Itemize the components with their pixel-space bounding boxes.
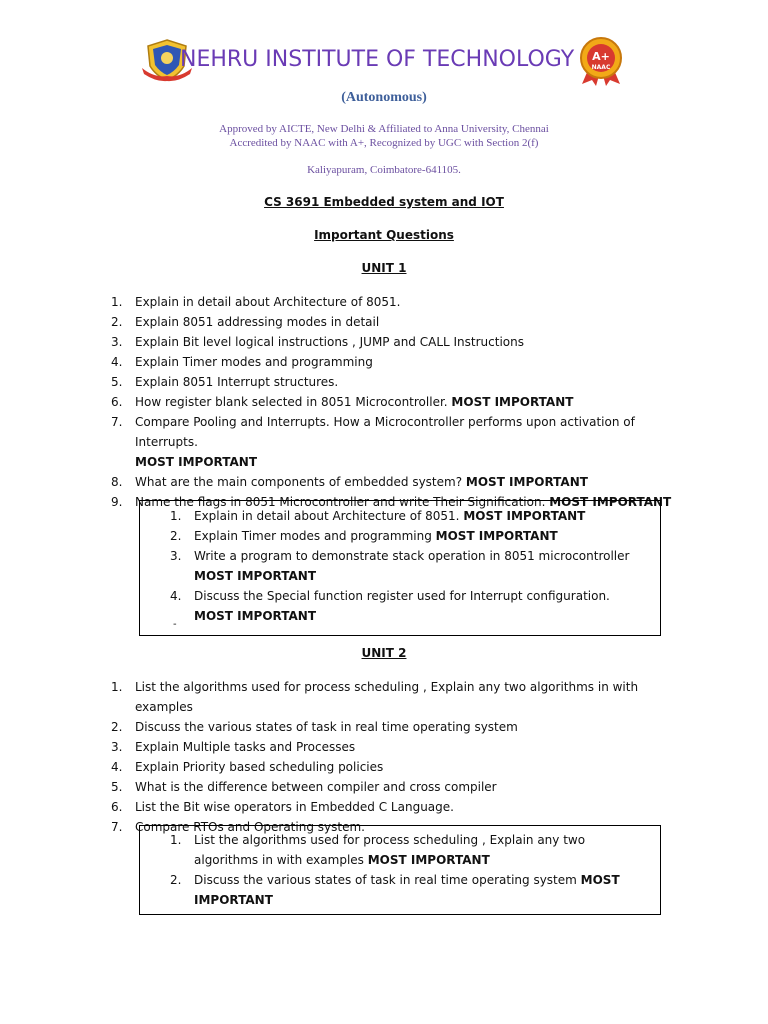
list-item: 5. What is the difference between compiler and cross compiler <box>111 780 497 794</box>
list-item: 1. List the algorithms used for process scheduling , Explain any two algorithms in with examples <box>111 680 639 714</box>
list-item: 3. Explain Multiple tasks and Processes <box>111 740 356 754</box>
unit1-important-list <box>170 506 644 626</box>
most-important-tag: MOST IMPORTANT <box>194 569 317 583</box>
unit2-important-box <box>139 825 661 915</box>
unit2-heading: UNIT 2 <box>361 646 407 660</box>
autonomous-label: (Autonomous) <box>341 90 427 105</box>
list-item: 7. Compare Pooling and Interrupts. How a Microcontroller performs upon activation of Interrupts. MOST IMPORTANT <box>111 415 635 469</box>
list-item: 4. Discuss the Special function register used for Interrupt configuration. MOST IMPORTANT <box>170 589 610 623</box>
most-important-tag: MOST IMPORTANT <box>194 873 620 907</box>
most-important-tag: MOST IMPORTANT <box>451 395 574 409</box>
most-important-tag: MOST IMPORTANT <box>549 495 672 509</box>
list-item: 9. Name the flags in 8051 Microcontroller and write Their Signification. MOST IMPORTANT <box>111 495 672 509</box>
list-item: 2. Explain Timer modes and programming MOST IMPORTANT <box>170 529 558 543</box>
important-questions-title: Important Questions <box>314 228 454 242</box>
institution-name: NEHRU INSTITUTE OF TECHNOLOGY <box>180 47 575 72</box>
institution-address: Kaliyapuram, Coimbatore-641105. <box>307 164 461 176</box>
list-item: 1. List the algorithms used for process scheduling , Explain any two algorithms in with examples MOST IMPORTANT <box>170 833 586 867</box>
list-item: 2. Discuss the various states of task in real time operating system MOST IMPORTANT <box>170 873 620 907</box>
unit2-question-list <box>111 677 686 837</box>
naac-label: NAAC <box>591 64 611 71</box>
unit1-heading: UNIT 1 <box>361 261 407 275</box>
unit2-important-list <box>170 830 644 910</box>
institution-header <box>0 36 768 86</box>
unit1-question-list <box>111 292 686 512</box>
most-important-tag: MOST IMPORTANT <box>463 509 586 523</box>
list-item: 8. What are the main components of embedded system? MOST IMPORTANT <box>111 475 588 489</box>
approval-text <box>0 122 768 150</box>
most-important-tag: MOST IMPORTANT <box>194 609 317 623</box>
unit1-important-box <box>139 500 661 636</box>
list-item: 1. Explain in detail about Architecture of 8051. <box>111 295 401 309</box>
approval-line-1: Approved by AICTE, New Delhi & Affiliated to Anna University, Chennai <box>219 123 549 135</box>
list-item: 3. Write a program to demonstrate stack operation in 8051 microcontroller MOST IMPORTANT <box>170 549 630 583</box>
list-item: 2. Explain 8051 addressing modes in detail <box>111 315 380 329</box>
list-item: 6. List the Bit wise operators in Embedded C Language. <box>111 800 454 814</box>
naac-grade: A+ <box>592 50 610 63</box>
course-title: CS 3691 Embedded system and IOT <box>264 195 504 209</box>
most-important-tag: MOST IMPORTANT <box>135 455 258 469</box>
list-item: 3. Explain Bit level logical instructions , JUMP and CALL Instructions <box>111 335 524 349</box>
naac-badge-icon <box>574 36 628 86</box>
most-important-tag: MOST IMPORTANT <box>367 853 490 867</box>
list-item: 7. Compare RTOs and Operating system. <box>111 820 365 834</box>
list-item: 1. Explain in detail about Architecture of 8051. MOST IMPORTANT <box>170 509 586 523</box>
most-important-tag: MOST IMPORTANT <box>435 529 558 543</box>
list-item: 2. Discuss the various states of task in real time operating system <box>111 720 518 734</box>
list-item: 6. How register blank selected in 8051 Microcontroller. MOST IMPORTANT <box>111 395 574 409</box>
trailing-dash: - <box>173 619 177 630</box>
most-important-tag: MOST IMPORTANT <box>465 475 588 489</box>
approval-line-2: Accredited by NAAC with A+, Recognized by UGC with Section 2(f) <box>229 137 539 149</box>
list-item: 5. Explain 8051 Interrupt structures. <box>111 375 339 389</box>
list-item: 4. Explain Timer modes and programming <box>111 355 373 369</box>
list-item: 4. Explain Priority based scheduling policies <box>111 760 384 774</box>
